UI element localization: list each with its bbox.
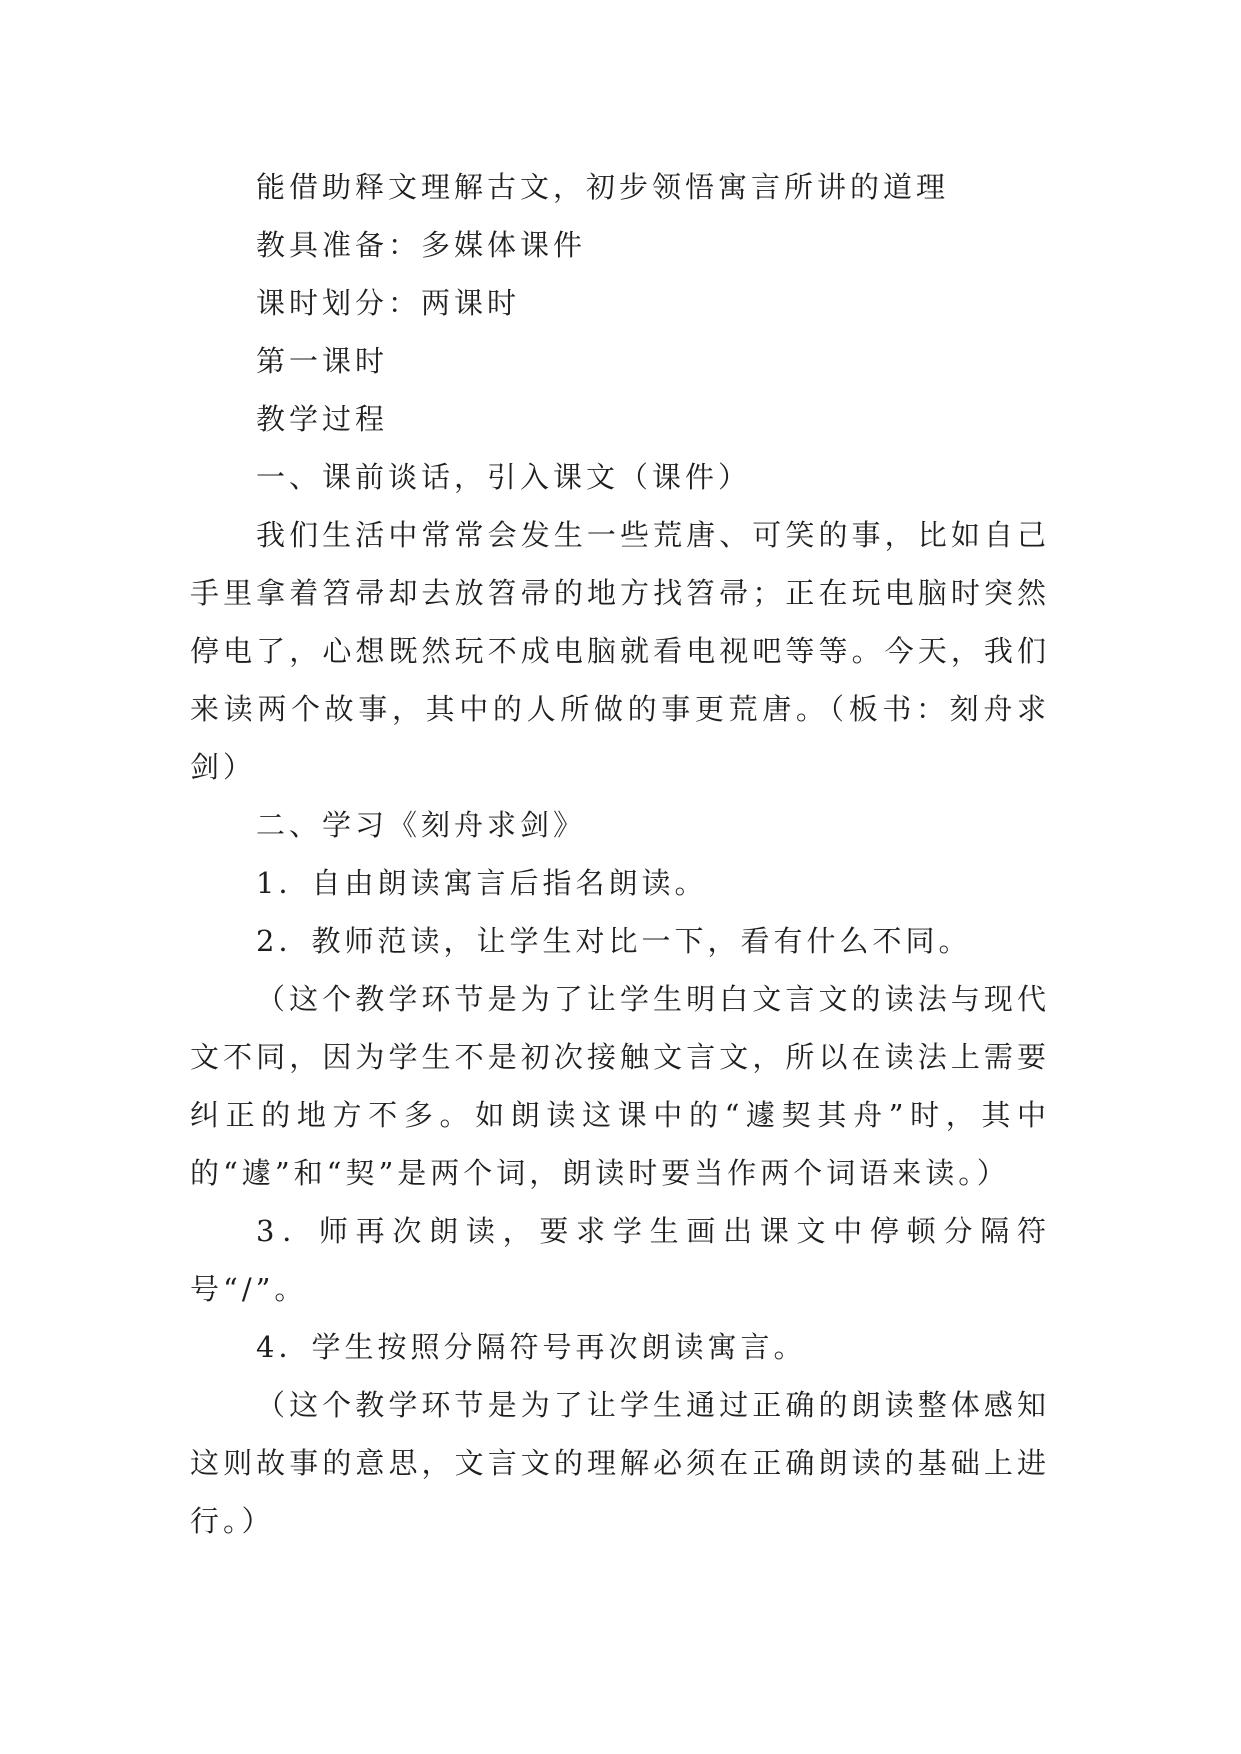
paragraph-teaching-process: 教学过程	[256, 402, 389, 436]
paragraph-objective: 能借助释文理解古文，初步领悟寓言所讲的道理	[256, 170, 950, 204]
paragraph-first-lesson: 第一课时	[256, 344, 389, 378]
step-1: 1．自由朗读寓言后指名朗读。	[256, 866, 708, 900]
section-heading-1: 一、课前谈话，引入课文（课件）	[256, 460, 752, 494]
note-2: （这个教学环节是为了让学生通过正确的朗读整体感知这则故事的意思，文言文的理解必须在正确朗读的基础上进行。）	[190, 1388, 1050, 1538]
step-2: 2．教师范读，让学生对比一下，看有什么不同。	[256, 924, 972, 958]
paragraph-class-hours: 课时划分：两课时	[256, 286, 521, 320]
step-3: 3．师再次朗读，要求学生画出课文中停顿分隔符号“/”。	[190, 1214, 1050, 1306]
paragraph-teaching-aids: 教具准备：多媒体课件	[256, 228, 587, 262]
note-1: （这个教学环节是为了让学生明白文言文的读法与现代文不同，因为学生不是初次接触文言文，所以在读法上需要纠正的地方不多。如朗读这课中的“遽契其舟”时，其中的“遽”和“契”是两个词，朗读时要当作两个词语来读。）	[190, 982, 1050, 1190]
section-heading-2: 二、学习《刻舟求剑》	[256, 808, 587, 842]
document-body	[190, 158, 1050, 1550]
step-4: 4．学生按照分隔符号再次朗读寓言。	[256, 1330, 807, 1364]
paragraph-intro: 我们生活中常常会发生一些荒唐、可笑的事，比如自己手里拿着笤帚却去放笤帚的地方找笤帚；正在玩电脑时突然停电了，心想既然玩不成电脑就看电视吧等等。今天，我们来读两个故事，其中的人所做的事更荒唐。（板书：刻舟求剑）	[190, 518, 1050, 784]
